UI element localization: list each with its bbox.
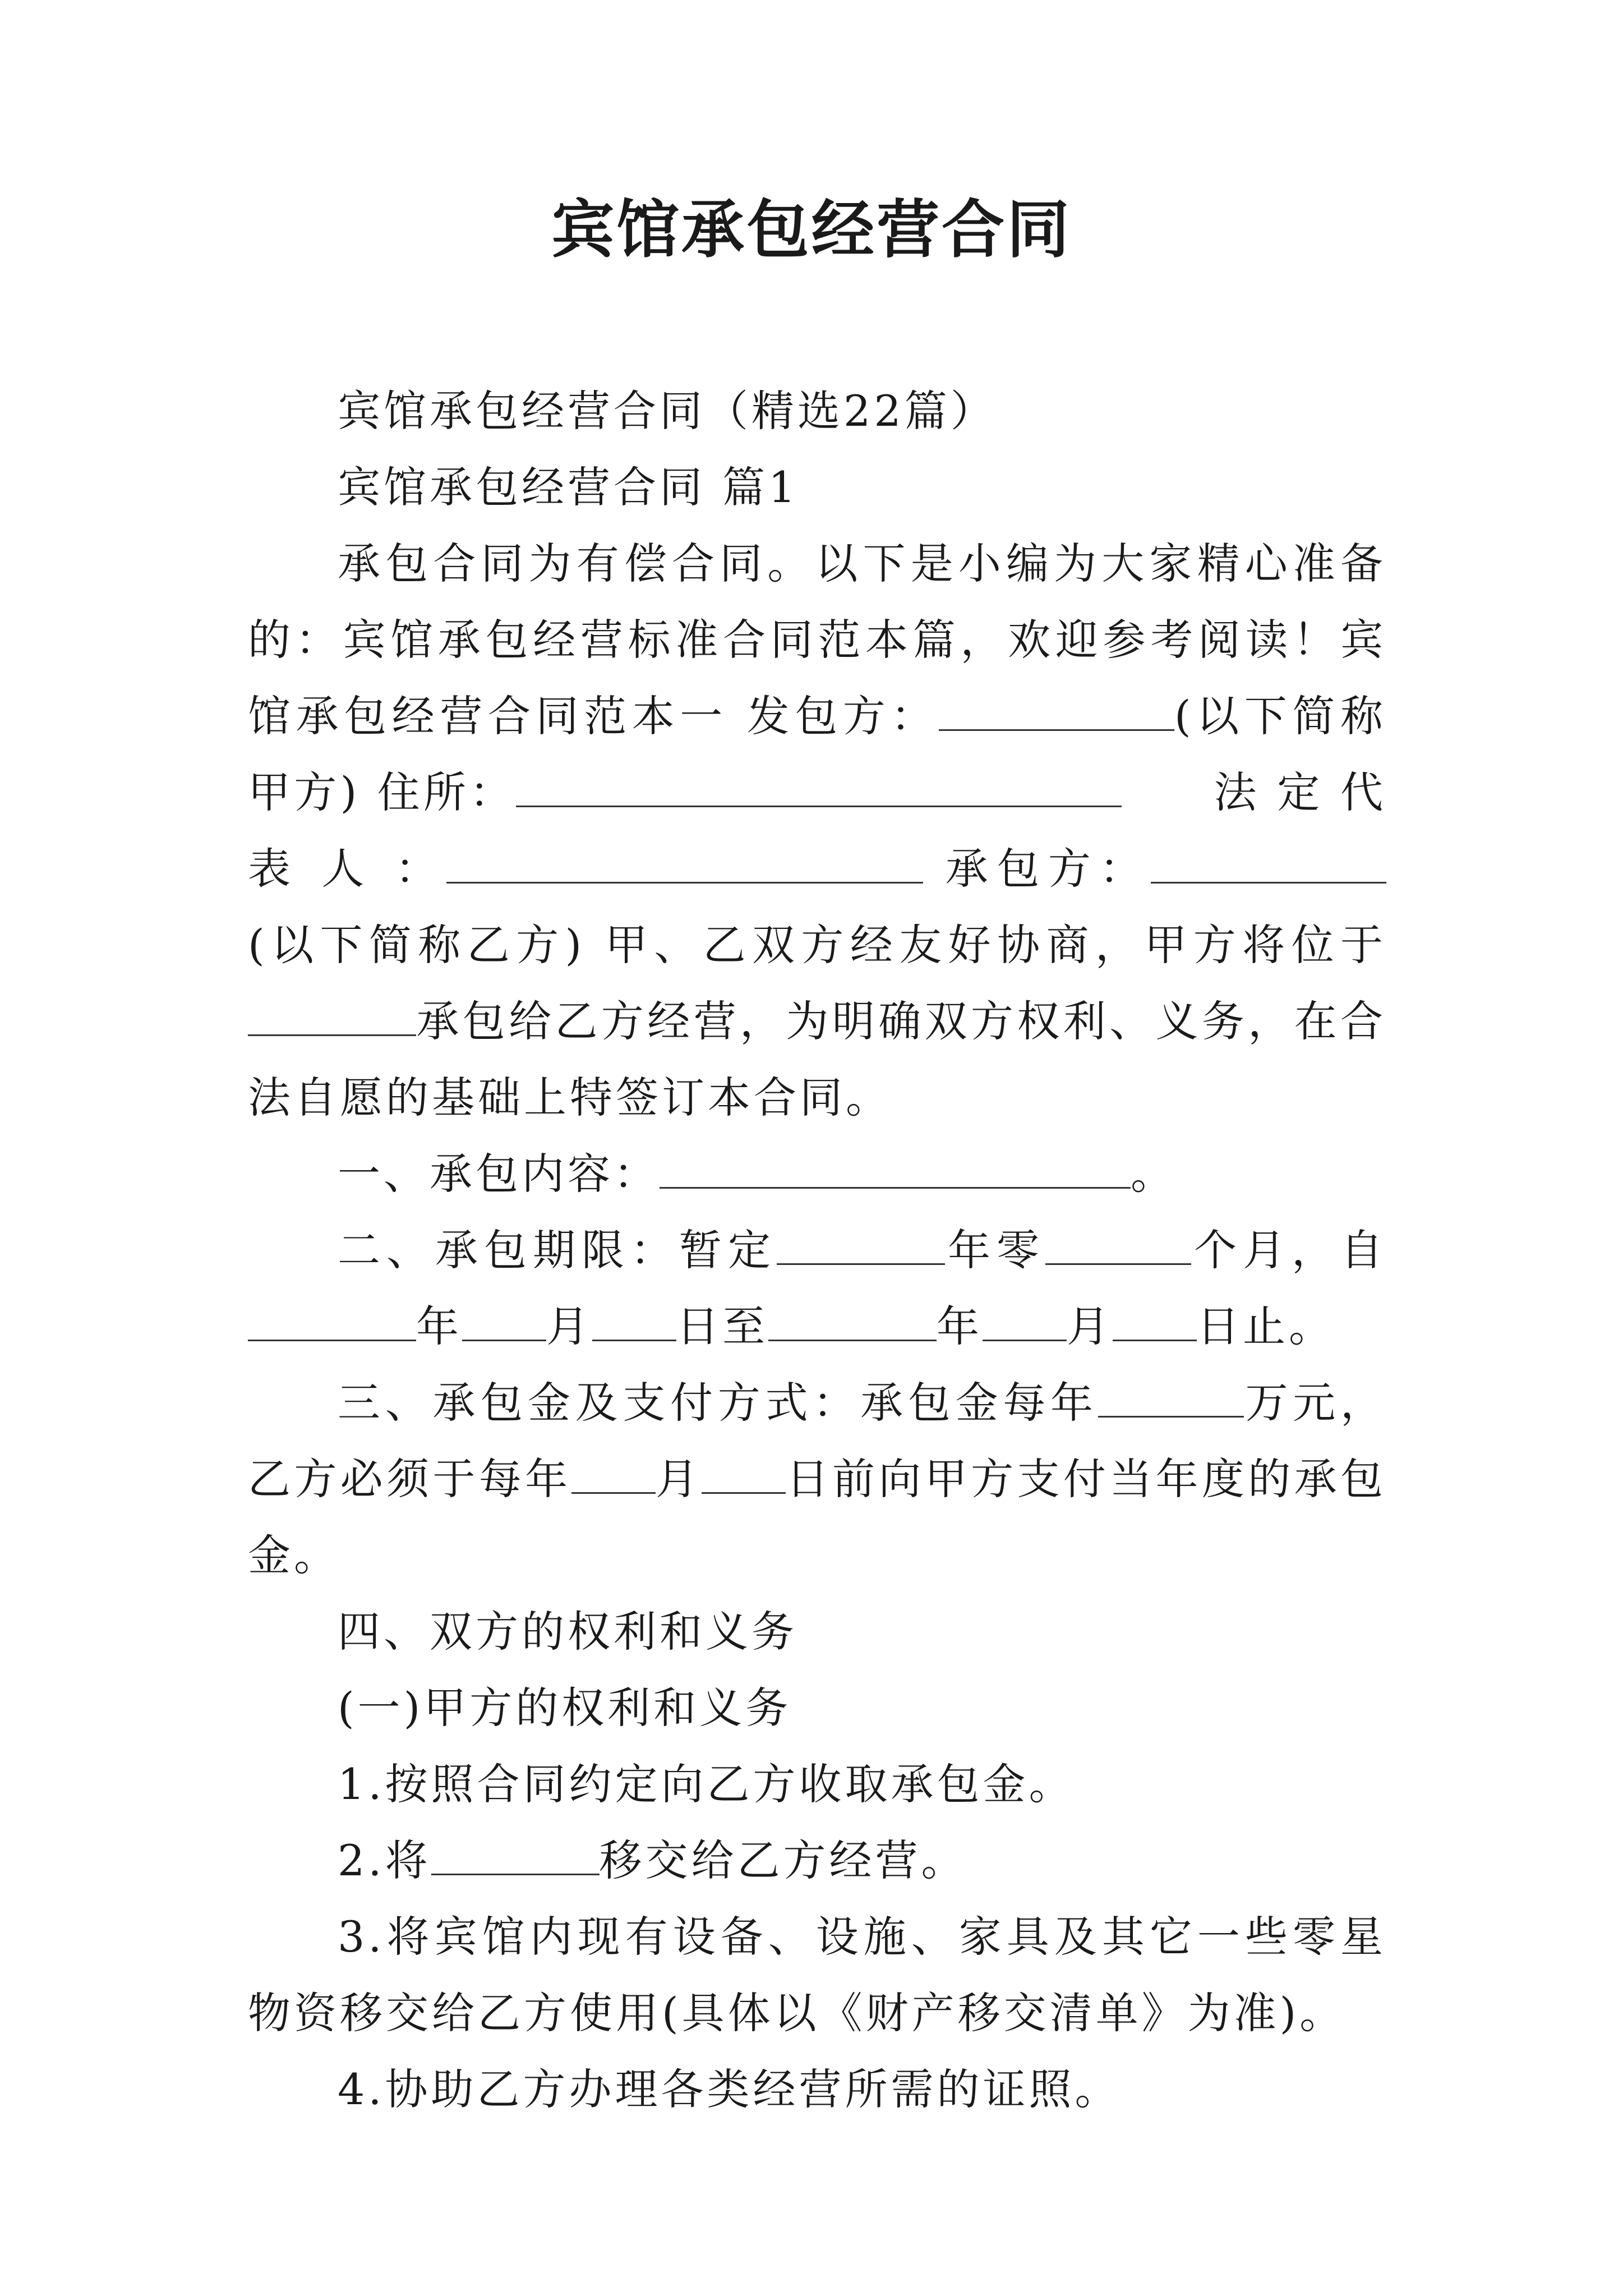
blank-employer [939, 690, 1174, 731]
clause-3-text-d: 日前向甲方支付当年度的承包金。 [248, 1454, 1387, 1580]
clause-3-text-b: 万元，乙方必须于每年 [248, 1378, 1387, 1504]
clause-2-text-a: 二、承包期限：暂定 [338, 1225, 777, 1275]
clause-2-text-f: 日至 [676, 1301, 768, 1351]
blank-pay-month [571, 1453, 656, 1494]
blank-handover-item [431, 1834, 600, 1875]
document-title: 宾馆承包经营合同 [551, 193, 1072, 266]
paragraph-item-3: 3.将宾馆内现有设备、设施、家具及其它一些零星物资移交给乙方使用(具体以《财产移交清单》为准)。 [248, 1912, 1386, 2038]
blank-address [516, 766, 1122, 807]
clause-3-text-a: 三、承包金及支付方式：承包金每年 [338, 1378, 1098, 1428]
blank-pay-day [702, 1453, 786, 1494]
blank-contractor [1151, 843, 1386, 884]
document-body [248, 373, 1386, 2128]
clause-2-text-i: 日止。 [1197, 1301, 1335, 1351]
paragraph-clause-4: 四、双方的权利和义务 [338, 1607, 797, 1657]
blank-end-day [1113, 1300, 1197, 1341]
intro-text-b: (以下简称甲方) 住所： [248, 691, 1386, 817]
clause-2-text-e: 月 [546, 1301, 592, 1351]
intro-text-f: 承包给乙方经营，为明确双方权利、义务，在合法自愿的基础上特签订本合同。 [248, 996, 1386, 1122]
paragraph-item-1: 1.按照合同约定向乙方收取承包金。 [338, 1759, 1075, 1809]
paragraph-clause-1 [248, 1136, 1386, 1212]
blank-end-year [768, 1300, 937, 1341]
blank-start-year [248, 1300, 416, 1341]
paragraph-item-4: 4.协助乙方办理各类经营所需的证照。 [338, 2064, 1121, 2114]
clause-2-text-g: 年 [937, 1301, 983, 1351]
item-2-text-b: 移交给乙方经营。 [599, 1835, 967, 1885]
paragraph-item-2 [248, 1823, 1386, 1899]
intro-text-a: 承包合同为有偿合同。以下是小编为大家精心准备的：宾馆承包经营标准合同范本篇，欢迎参考阅读！宾馆承包经营合同范本一 发包方： [248, 539, 1386, 741]
paragraph-clause-3 [248, 1365, 1386, 1594]
blank-end-month [983, 1300, 1067, 1341]
blank-legal-rep [446, 843, 923, 884]
paragraph-collection-title: 宾馆承包经营合同（精选22篇） [338, 386, 997, 436]
blank-months [1045, 1224, 1191, 1265]
clause-1-end: 。 [1131, 1149, 1177, 1199]
blank-start-month [462, 1300, 546, 1341]
intro-text-c: 法 定 代 表 人 ： [248, 767, 1386, 894]
clause-2-text-h: 月 [1067, 1301, 1113, 1351]
clause-1-text: 一、承包内容： [338, 1149, 660, 1199]
item-2-text-a: 2.将 [338, 1835, 431, 1885]
blank-annual-fee [1098, 1377, 1244, 1418]
clause-2-text-d: 年 [416, 1301, 462, 1351]
paragraph-subclause-1: (一)甲方的权利和义务 [338, 1683, 792, 1733]
blank-start-day [592, 1300, 676, 1341]
clause-2-text-c: 个月，自 [1191, 1225, 1386, 1275]
paragraph-clause-2 [248, 1212, 1386, 1365]
blank-years [777, 1224, 945, 1265]
intro-text-d: 承包方： [923, 844, 1151, 894]
clause-2-text-b: 年零 [945, 1225, 1045, 1275]
blank-location [248, 995, 416, 1036]
clause-3-text-c: 月 [655, 1454, 702, 1504]
blank-contract-content [660, 1148, 1131, 1189]
paragraph-chapter-heading: 宾馆承包经营合同 篇1 [338, 462, 799, 512]
paragraph-intro [248, 526, 1386, 1136]
intro-text-e: (以下简称乙方) 甲、乙双方经友好协商，甲方将位于 [248, 920, 1386, 970]
